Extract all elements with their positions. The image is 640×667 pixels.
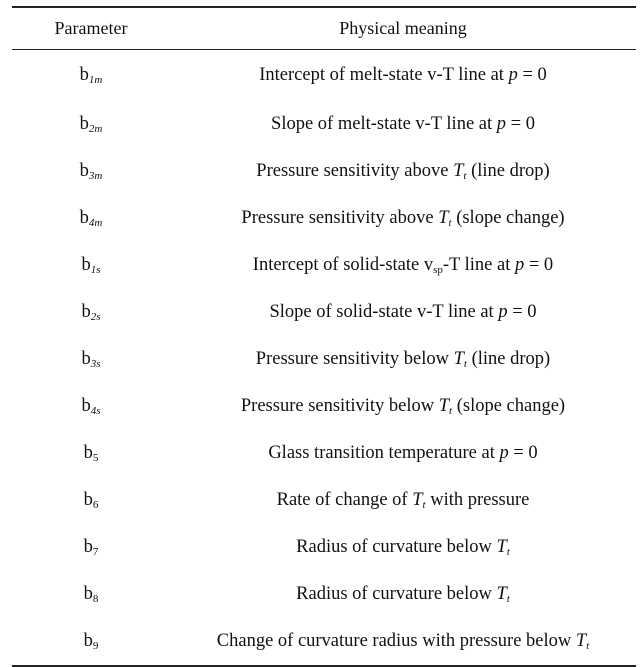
param-base: b xyxy=(79,208,89,228)
meaning-text: Intercept of melt-state v-T line at xyxy=(259,64,509,85)
meaning-variable: p xyxy=(498,302,508,322)
table-row xyxy=(12,195,636,242)
meaning-subscript: t xyxy=(463,170,467,182)
meaning-text: Slope of melt-state v-T line at xyxy=(271,114,497,134)
parameter-cell xyxy=(12,148,170,195)
meaning-text: Change of curvature radius with pressure below xyxy=(216,631,576,651)
meaning-text: Slope of solid-state v-T line at xyxy=(269,302,499,322)
meaning-variable: T xyxy=(575,631,587,651)
parameter-cell xyxy=(12,571,170,618)
meaning-variable: T xyxy=(412,490,423,510)
meaning-cell xyxy=(170,430,636,477)
table-row xyxy=(12,524,636,571)
meaning-text: with pressure xyxy=(425,490,530,510)
meaning-subscript: t xyxy=(448,217,452,229)
meaning-text: = 0 xyxy=(506,114,535,134)
meaning-cell xyxy=(170,242,636,289)
meaning-text: Rate of change of xyxy=(276,490,413,510)
param-subscript: 5 xyxy=(92,452,99,464)
param-subscript: 6 xyxy=(92,499,99,511)
param-base: b xyxy=(79,161,89,181)
param-base: b xyxy=(81,349,91,369)
parameter-cell xyxy=(12,336,170,383)
meaning-variable: p xyxy=(499,443,509,463)
meaning-text: = 0 xyxy=(507,302,537,322)
parameter-cell xyxy=(12,477,170,524)
table-row xyxy=(12,430,636,477)
meaning-text: = 0 xyxy=(508,443,538,463)
parameter-cell xyxy=(12,242,170,289)
param-base: b xyxy=(81,255,91,275)
meaning-text: = 0 xyxy=(524,255,554,275)
param-base: b xyxy=(81,396,91,416)
meaning-text: Intercept of solid-state v xyxy=(252,255,434,275)
parameter-table-container xyxy=(12,6,636,667)
meaning-variable: p xyxy=(496,114,507,134)
param-subscript: 3s xyxy=(90,358,101,370)
param-base: b xyxy=(83,490,93,510)
meaning-variable: p xyxy=(508,64,518,85)
param-base: b xyxy=(83,584,93,604)
meaning-subscript: t xyxy=(449,405,453,417)
param-subscript: 4m xyxy=(88,217,103,229)
meaning-text: Pressure sensitivity below xyxy=(240,396,439,416)
meaning-cell xyxy=(170,336,636,383)
meaning-variable: T xyxy=(438,208,449,228)
param-subscript: 8 xyxy=(92,593,99,605)
parameter-table xyxy=(12,6,636,667)
meaning-subscript: t xyxy=(422,499,426,511)
meaning-cell xyxy=(170,618,636,666)
parameter-cell xyxy=(12,195,170,242)
meaning-cell xyxy=(170,49,636,101)
meaning-variable: T xyxy=(453,349,464,369)
meaning-variable: T xyxy=(496,584,507,604)
parameter-cell xyxy=(12,618,170,666)
table-row xyxy=(12,477,636,524)
parameter-cell xyxy=(12,49,170,101)
param-subscript: 1s xyxy=(90,264,101,276)
param-subscript: 4s xyxy=(90,405,101,417)
meaning-text: (slope change) xyxy=(451,208,565,228)
table-row xyxy=(12,289,636,336)
meaning-subscript: sp xyxy=(433,264,443,276)
table-row xyxy=(12,336,636,383)
meaning-text: -T line at xyxy=(442,255,515,275)
meaning-text: Glass transition temperature at xyxy=(268,443,500,463)
meaning-text: (slope change) xyxy=(452,396,566,416)
meaning-cell xyxy=(170,148,636,195)
param-subscript: 2s xyxy=(90,311,101,323)
meaning-text: (line drop) xyxy=(466,161,550,181)
parameter-cell xyxy=(12,101,170,148)
meaning-text: = 0 xyxy=(517,64,547,85)
param-subscript: 1m xyxy=(88,73,103,86)
meaning-cell xyxy=(170,571,636,618)
meaning-subscript: t xyxy=(506,546,510,558)
table-row xyxy=(12,571,636,618)
param-subscript: 9 xyxy=(92,640,99,652)
meaning-subscript: t xyxy=(463,358,467,370)
meaning-text: (line drop) xyxy=(466,349,551,369)
param-base: b xyxy=(83,443,93,463)
table-row xyxy=(12,242,636,289)
meaning-cell xyxy=(170,289,636,336)
param-subscript: 7 xyxy=(92,546,99,558)
meaning-cell xyxy=(170,524,636,571)
table-row xyxy=(12,618,636,666)
param-base: b xyxy=(83,537,93,557)
meaning-text: Pressure sensitivity above xyxy=(241,208,439,228)
param-subscript: 2m xyxy=(88,123,103,135)
table-header-row xyxy=(12,7,636,49)
meaning-cell xyxy=(170,383,636,430)
meaning-cell xyxy=(170,195,636,242)
param-base: b xyxy=(79,64,89,85)
meaning-variable: T xyxy=(496,537,507,557)
parameter-cell xyxy=(12,430,170,477)
table-row xyxy=(12,49,636,101)
meaning-cell xyxy=(170,477,636,524)
param-base: b xyxy=(83,631,93,651)
meaning-cell xyxy=(170,101,636,148)
table-row xyxy=(12,148,636,195)
meaning-text: Radius of curvature below xyxy=(296,584,497,604)
header-parameter: Parameter xyxy=(12,7,170,49)
table-row xyxy=(12,101,636,148)
meaning-variable: T xyxy=(453,161,464,181)
meaning-text: Pressure sensitivity above xyxy=(256,161,454,181)
table-row xyxy=(12,383,636,430)
param-base: b xyxy=(79,114,89,134)
meaning-text: Radius of curvature below xyxy=(296,537,497,557)
meaning-text: Pressure sensitivity below xyxy=(255,349,454,369)
parameter-cell xyxy=(12,289,170,336)
meaning-subscript: t xyxy=(506,593,510,605)
meaning-variable: p xyxy=(515,255,525,275)
header-physical-meaning: Physical meaning xyxy=(170,7,636,49)
param-subscript: 3m xyxy=(88,170,103,182)
parameter-cell xyxy=(12,524,170,571)
meaning-variable: T xyxy=(438,396,450,416)
meaning-subscript: t xyxy=(586,640,590,652)
param-base: b xyxy=(81,302,91,322)
parameter-cell xyxy=(12,383,170,430)
